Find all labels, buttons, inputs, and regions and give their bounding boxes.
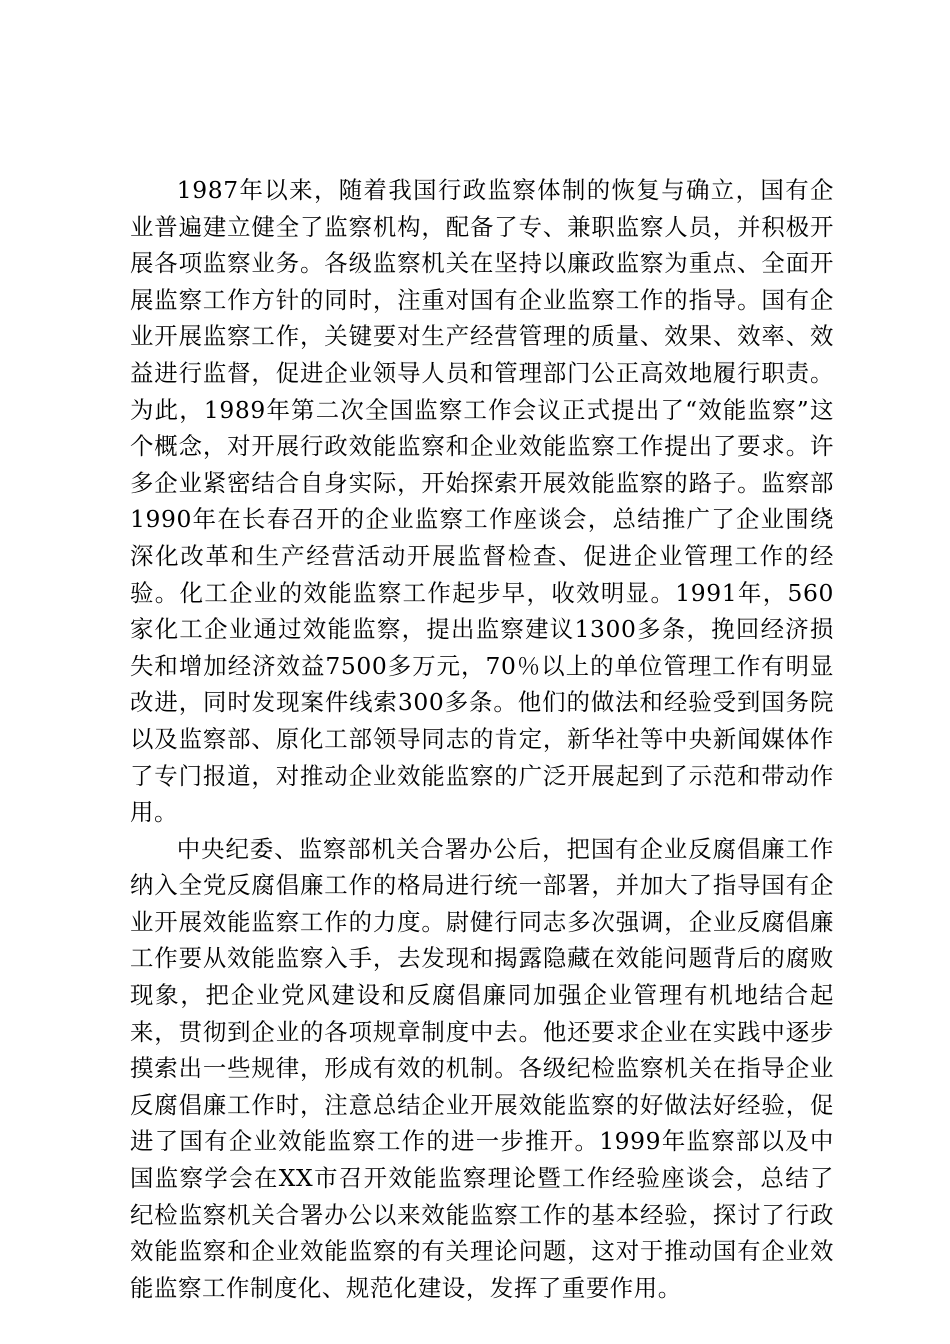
body-paragraph-2: 中央纪委、监察部机关合署办公后，把国有企业反腐倡廉工作纳入全党反腐倡廉工作的格局进行统一部署，并加大了指导国有企业开展效能监察工作的力度。尉健行同志多次强调，企业反腐倡廉工作要从效能监察入手，去发现和揭露隐藏在效能问题背后的腐败现象，把企业党风建设和反腐倡廉同加强企业管理有机地结合起来，贯彻到企业的各项规章制度中去。他还要求企业在实践中逐步摸索出一些规律，形成有效的机制。各级纪检监察机关在指导企业反腐倡廉工作时，注意总结企业开展效能监察的好做法好经验，促进了国有企业效能监察工作的进一步推开。1999年监察部以及中国监察学会在XX市召开效能监察理论暨工作经验座谈会，总结了纪检监察机关合署办公以来效能监察工作的基本经验，探讨了行政效能监察和企业效能监察的有关理论问题，这对于推动国有企业效能监察工作制度化、规范化建设，发挥了重要作用。: [130, 834, 834, 1302]
body-paragraph-1: 1987年以来，随着我国行政监察体制的恢复与确立，国有企业普遍建立健全了监察机构，配备了专、兼职监察人员，并积极开展各项监察业务。各级监察机关在坚持以廉政监察为重点、全面开展监察工作方针的同时，注重对国有企业监察工作的指导。国有企业开展监察工作，关键要对生产经营管理的质量、效果、效率、效益进行监督，促进企业领导人员和管理部门公正高效地履行职责。为此，1989年第二次全国监察工作会议正式提出了“效能监察”这个概念，对开展行政效能监察和企业效能监察工作提出了要求。许多企业紧密结合自身实际，开始探索开展效能监察的路子。监察部1990年在长春召开的企业监察工作座谈会，总结推广了企业围绕深化改革和生产经营活动开展监督检查、促进企业管理工作的经验。化工企业的效能监察工作起步早，收效明显。1991年，560家化工企业通过效能监察，提出监察建议1300多条，挽回经济损失和增加经济效益7500多万元，70％以上的单位管理工作有明显改进，同时发现案件线索300多条。他们的做法和经验受到国务院以及监察部、原化工部领导同志的肯定，新华社等中央新闻媒体作了专门报道，对推动企业效能监察的广泛开展起到了示范和带动作用。: [130, 176, 834, 827]
document-page: [130, 172, 834, 1306]
